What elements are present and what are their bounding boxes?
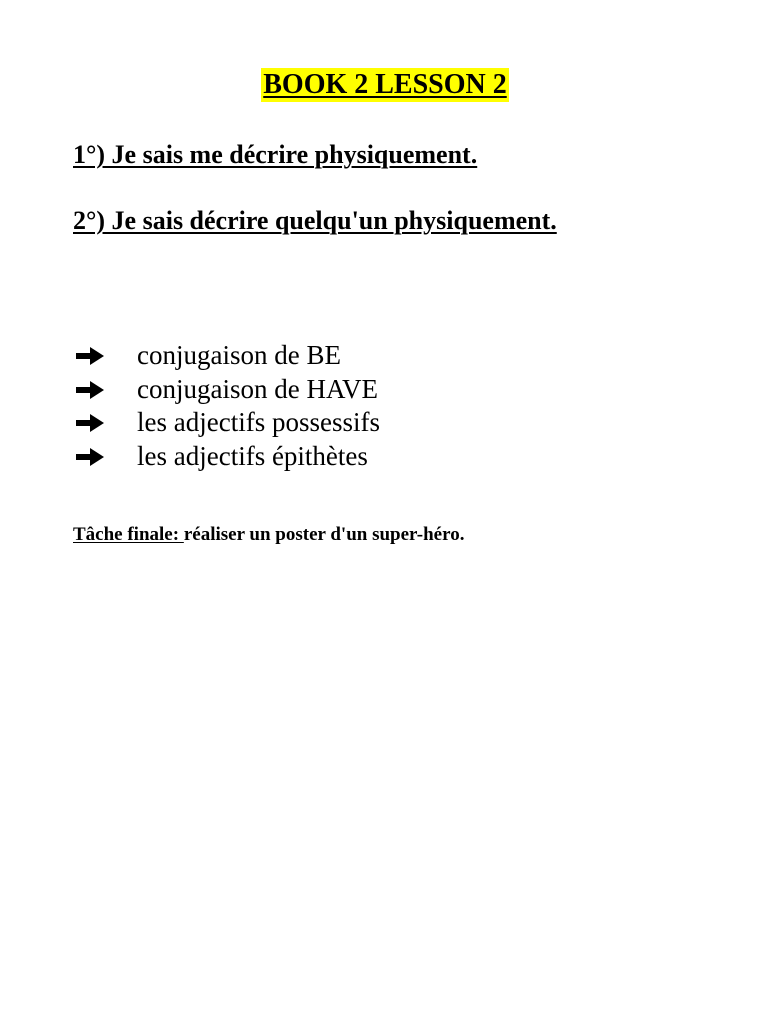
title-wrapper [0, 68, 770, 102]
final-task-label: Tâche finale: [73, 524, 184, 545]
list-item [73, 339, 380, 373]
list-item-text: conjugaison de HAVE [137, 373, 378, 404]
page-title: BOOK 2 LESSON 2 [263, 69, 507, 100]
right-arrow-icon [73, 373, 137, 406]
right-arrow-icon [73, 440, 137, 473]
list-item-text: les adjectifs possessifs [137, 407, 380, 438]
final-task-text: réaliser un poster d'un super-héro. [183, 524, 465, 545]
topic-list [73, 339, 380, 473]
list-item-text: conjugaison de BE [137, 340, 341, 371]
final-task [73, 522, 464, 548]
list-item [73, 406, 380, 440]
objective-1: 1°) Je sais me décrire physiquement. [73, 140, 478, 169]
list-item-text: les adjectifs épithètes [137, 440, 368, 471]
list-item [73, 373, 380, 407]
right-arrow-icon [73, 339, 137, 372]
right-arrow-icon [73, 406, 137, 439]
objective-2: 2°) Je sais décrire quelqu'un physiquement. [73, 206, 557, 235]
list-item [73, 440, 380, 474]
